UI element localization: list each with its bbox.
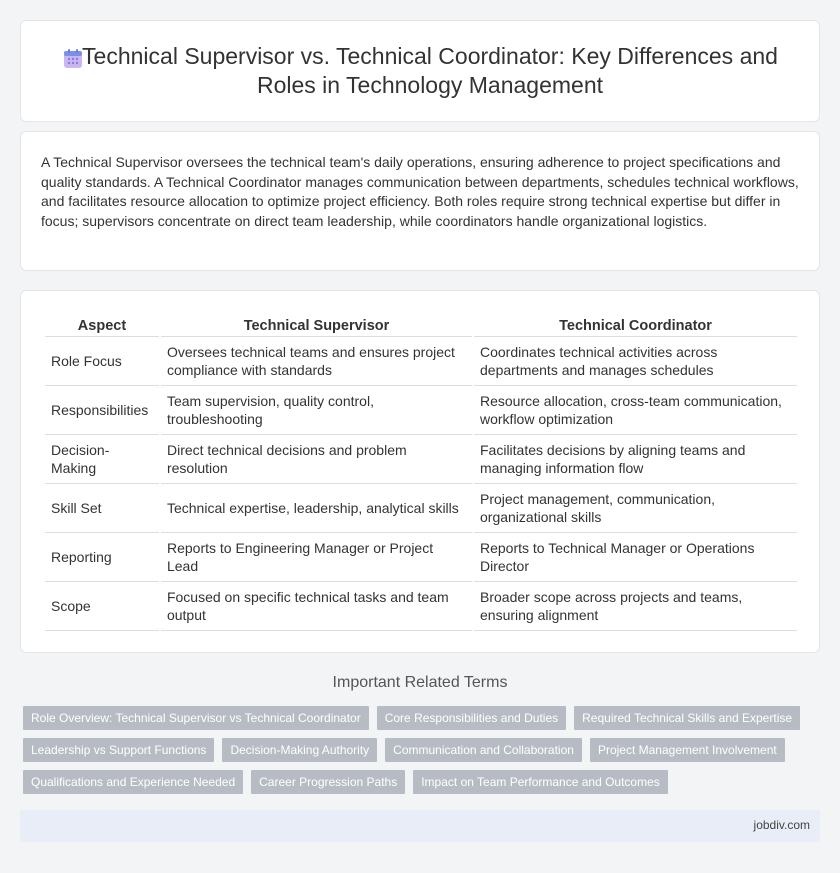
table-cell: Responsibilities [45,386,159,435]
comparison-card [20,290,820,653]
table-cell: Facilitates decisions by aligning teams and managing information flow [474,435,797,484]
table-row [45,484,797,533]
related-term-tag[interactable]: Project Management Involvement [590,738,785,762]
related-term-tag[interactable]: Core Responsibilities and Duties [377,706,566,730]
intro-card [20,131,820,271]
table-cell: Skill Set [45,484,159,533]
header-aspect: Aspect [45,313,159,337]
table-row [45,435,797,484]
related-term-tag[interactable]: Required Technical Skills and Expertise [574,706,800,730]
table-cell: Resource allocation, cross-team communication, workflow optimization [474,386,797,435]
table-cell: Reporting [45,533,159,582]
intro-text: A Technical Supervisor oversees the technical team's daily operations, ensuring adherence to project specifications and quality standards. A Technical Coordinator manages communication between departments, schedules technical workflows, and facilitates resource allocation to optimize project efficiency. Both roles require strong technical expertise but differ in focus; supervisors concentrate on direct team leadership, while coordinators handle organizational logistics. [41,154,799,230]
table-row [45,337,797,386]
table-cell: Reports to Engineering Manager or Project Lead [161,533,472,582]
table-row [45,582,797,631]
table-row [45,386,797,435]
related-term-tag[interactable]: Leadership vs Support Functions [23,738,214,762]
header-technical-coordinator: Technical Coordinator [474,313,797,337]
comparison-table [43,313,799,631]
footer-site-link[interactable]: jobdiv.com [753,818,810,832]
header-card [20,20,820,122]
table-cell: Broader scope across projects and teams, ensuring alignment [474,582,797,631]
table-cell: Oversees technical teams and ensures project compliance with standards [161,337,472,386]
related-term-tag[interactable]: Qualifications and Experience Needed [23,770,243,794]
table-cell: Project management, communication, organizational skills [474,484,797,533]
related-term-tag[interactable]: Impact on Team Performance and Outcomes [413,770,668,794]
footer-bar [20,810,820,842]
table-cell: Scope [45,582,159,631]
table-row [45,533,797,582]
table-cell: Direct technical decisions and problem resolution [161,435,472,484]
related-term-tag[interactable]: Role Overview: Technical Supervisor vs Technical Coordinator [23,706,369,730]
table-cell: Reports to Technical Manager or Operations Director [474,533,797,582]
table-cell: Technical expertise, leadership, analytical skills [161,484,472,533]
related-term-tag[interactable]: Career Progression Paths [251,770,405,794]
page-title: Technical Supervisor vs. Technical Coordinator: Key Differences and Roles in Technology Management [82,43,778,98]
table-cell: Focused on specific technical tasks and team output [161,582,472,631]
table-cell: Team supervision, quality control, troubleshooting [161,386,472,435]
related-term-tag[interactable]: Decision-Making Authority [222,738,377,762]
related-term-tag[interactable]: Communication and Collaboration [385,738,582,762]
related-terms-list [23,706,803,794]
header-technical-supervisor: Technical Supervisor [161,313,472,337]
table-cell: Coordinates technical activities across departments and manages schedules [474,337,797,386]
table-cell: Role Focus [45,337,159,386]
table-cell: Decision-Making [45,435,159,484]
related-terms-title: Important Related Terms [332,674,508,691]
table-header-row [45,313,797,337]
